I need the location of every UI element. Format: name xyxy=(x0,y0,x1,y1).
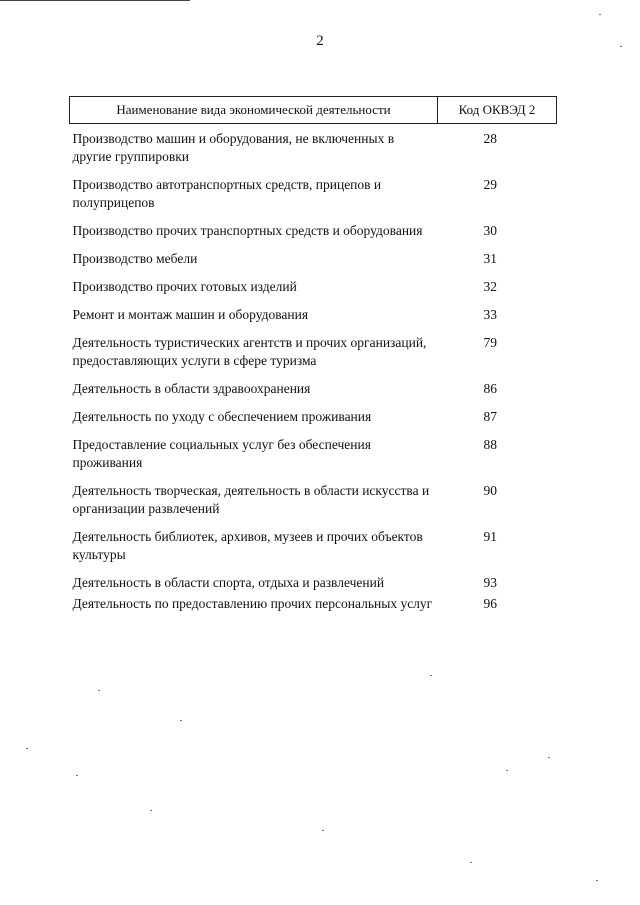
table-row xyxy=(70,380,557,408)
okved-code: 79 xyxy=(483,335,497,350)
table-row xyxy=(70,528,557,574)
activity-name: Деятельность библиотек, архивов, музеев и прочих объектов культуры xyxy=(72,529,423,562)
table-row xyxy=(70,124,557,177)
activity-name: Деятельность по уходу с обеспечением проживания xyxy=(72,409,372,424)
scan-speck xyxy=(599,14,601,15)
scan-speck xyxy=(76,775,78,776)
okved-code: 31 xyxy=(483,251,497,266)
okved-code: 33 xyxy=(483,307,497,322)
page-number: 2 xyxy=(316,33,324,49)
scan-speck xyxy=(506,770,508,771)
table-row xyxy=(70,482,557,528)
scan-speck xyxy=(98,690,100,691)
okved-code: 86 xyxy=(483,381,497,396)
activity-name: Ремонт и монтаж машин и оборудования xyxy=(72,307,309,322)
activity-name: Производство машин и оборудования, не включенных в другие группировки xyxy=(72,131,395,164)
activity-name: Производство прочих транспортных средств и оборудования xyxy=(72,223,423,238)
scan-speck xyxy=(26,748,28,749)
table-row xyxy=(70,250,557,278)
scan-speck xyxy=(620,46,622,47)
activity-name: Предоставление социальных услуг без обеспечения проживания xyxy=(72,437,371,470)
table-row xyxy=(70,306,557,334)
scan-speck xyxy=(150,810,152,811)
okved-code: 29 xyxy=(483,177,497,192)
top-rule xyxy=(0,0,190,1)
okved-code: 88 xyxy=(483,437,497,452)
okved-table xyxy=(69,96,557,613)
table-row xyxy=(70,595,557,613)
activity-name: Деятельность туристических агентств и прочих организаций, предоставляющих услуги в сфере туризма xyxy=(72,335,427,368)
table-row xyxy=(70,334,557,380)
okved-code: 91 xyxy=(483,529,497,544)
scan-speck xyxy=(548,757,550,758)
activity-name: Производство мебели xyxy=(72,251,198,266)
activity-name: Деятельность в области спорта, отдыха и развлечений xyxy=(72,575,385,590)
activity-name: Деятельность творческая, деятельность в области искусства и организации развлечений xyxy=(72,483,430,516)
activity-name: Производство прочих готовых изделий xyxy=(72,279,297,294)
table-row xyxy=(70,176,557,222)
header-activity-name: Наименование вида экономической деятельности xyxy=(70,97,438,124)
header-okved-code: Код ОКВЭД 2 xyxy=(438,97,557,124)
okved-code: 28 xyxy=(483,131,497,146)
scan-speck xyxy=(596,880,598,881)
okved-code: 93 xyxy=(483,575,497,590)
okved-code: 87 xyxy=(483,409,497,424)
scan-speck xyxy=(470,862,472,863)
activity-name: Производство автотранспортных средств, прицепов и полуприцепов xyxy=(72,177,382,210)
activity-name: Деятельность в области здравоохранения xyxy=(72,381,311,396)
okved-code: 32 xyxy=(483,279,497,294)
scan-speck xyxy=(322,830,324,831)
scan-speck xyxy=(180,720,182,721)
table-row xyxy=(70,222,557,250)
okved-code: 30 xyxy=(483,223,497,238)
table-header-row xyxy=(70,97,557,124)
table-row xyxy=(70,574,557,595)
activity-name: Деятельность по предоставлению прочих персональных услуг xyxy=(72,596,433,611)
table-row xyxy=(70,408,557,436)
scan-speck xyxy=(430,675,432,676)
okved-code: 96 xyxy=(483,596,497,611)
table-row xyxy=(70,278,557,306)
table-row xyxy=(70,436,557,482)
okved-code: 90 xyxy=(483,483,497,498)
